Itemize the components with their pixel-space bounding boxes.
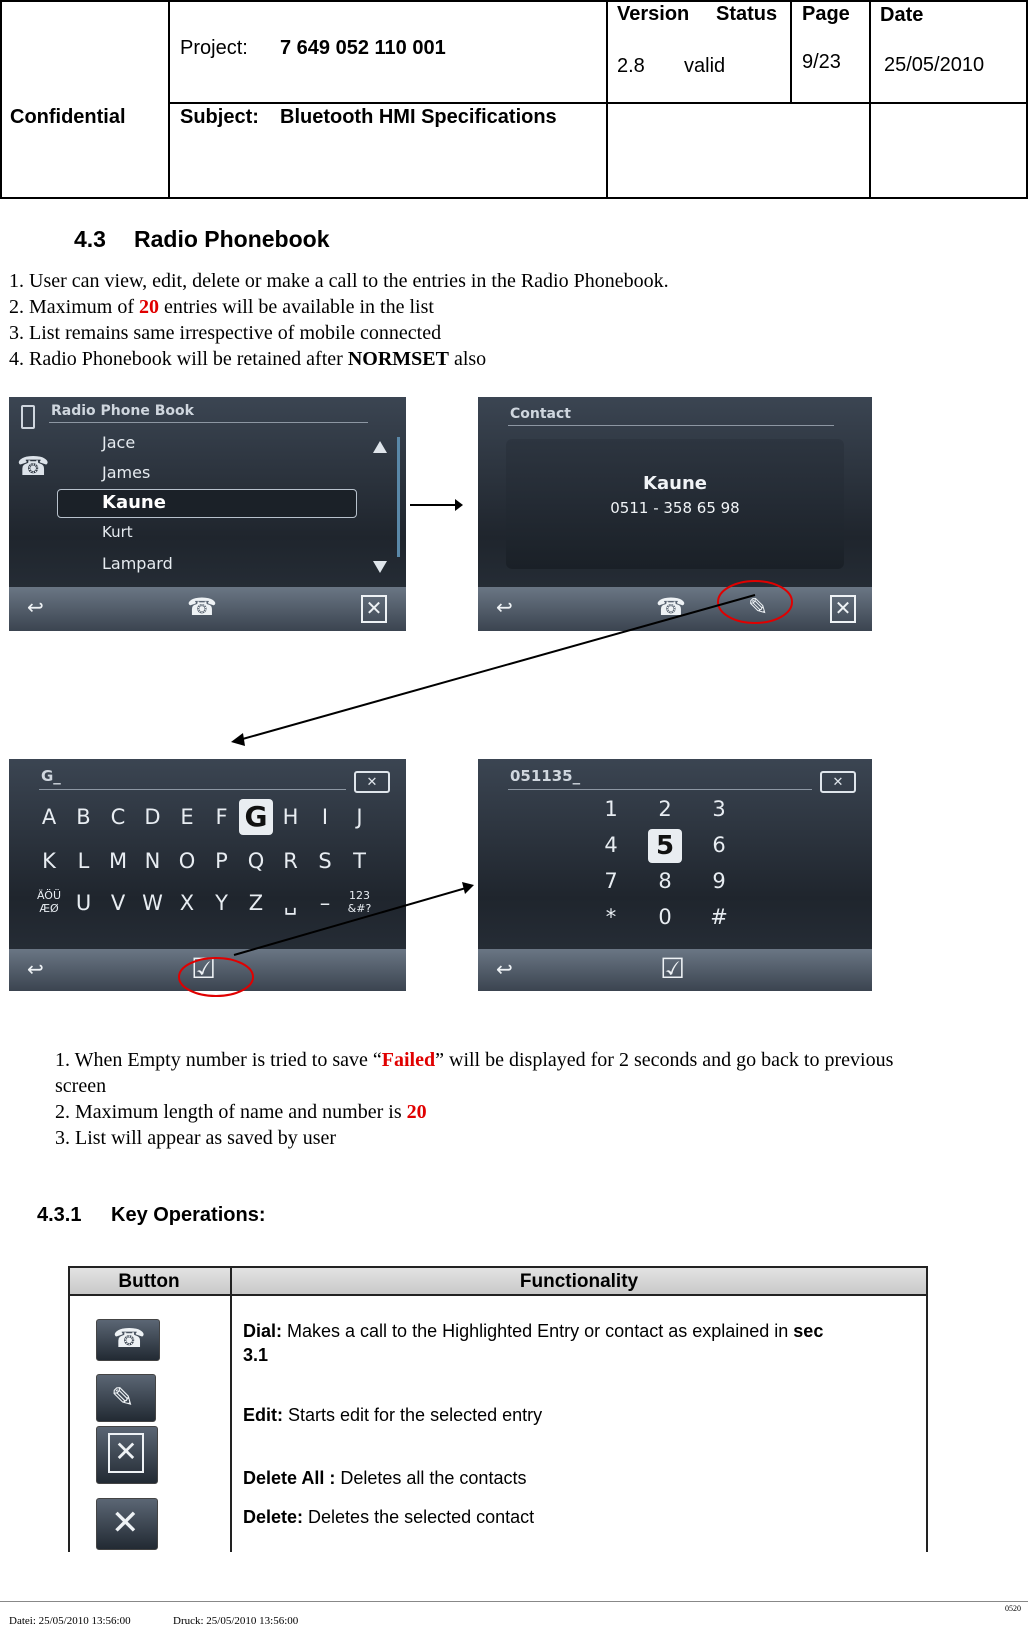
subsection-title: Key Operations: <box>111 1204 266 1226</box>
key[interactable]: W <box>142 891 163 915</box>
key[interactable]: J <box>356 805 363 829</box>
key[interactable]: ␣ <box>283 891 298 915</box>
document-header <box>0 0 1028 199</box>
page-value: 9/23 <box>802 51 841 73</box>
header-divider <box>168 0 170 199</box>
project-number: 7 649 052 110 001 <box>280 37 446 59</box>
dial-icon[interactable]: ☎ <box>187 595 217 621</box>
header-divider <box>170 102 1028 104</box>
key[interactable]: G <box>239 799 273 835</box>
table-header-functionality: Functionality <box>519 1271 639 1292</box>
status-value: valid <box>684 55 726 77</box>
table-border <box>926 1266 928 1552</box>
key[interactable]: U <box>75 891 92 915</box>
header-divider <box>606 0 608 199</box>
key[interactable]: 7 <box>604 869 618 893</box>
key[interactable]: # <box>710 905 728 929</box>
list-item[interactable]: Lampard <box>102 554 173 573</box>
key[interactable]: R <box>283 849 298 873</box>
key-operations-table <box>68 1266 928 1552</box>
date-label: Date <box>880 4 924 26</box>
key[interactable]: I <box>321 805 329 829</box>
key[interactable]: M <box>108 849 128 873</box>
backspace-icon[interactable]: ✕ <box>354 771 390 793</box>
list-item[interactable]: James <box>102 463 151 482</box>
name-input[interactable]: G_ <box>41 767 61 785</box>
phonebook-title: Radio Phone Book <box>51 403 194 419</box>
section-line-2: 2. Maximum of 20 entries will be available in the list <box>9 296 434 318</box>
key[interactable]: 3 <box>712 797 726 821</box>
back-icon[interactable]: ↩ <box>496 959 513 981</box>
backspace-icon[interactable]: ✕ <box>820 771 856 793</box>
section-line-3: 3. List remains same irrespective of mobile connected <box>9 322 442 344</box>
scroll-up-icon[interactable] <box>373 441 387 453</box>
confirm-icon[interactable]: ☑ <box>191 954 217 985</box>
key[interactable]: P <box>215 849 228 873</box>
key[interactable]: Q <box>247 849 265 873</box>
table-divider <box>230 1266 232 1552</box>
numeric-keyboard-screen <box>478 759 872 991</box>
key[interactable]: C <box>110 805 126 829</box>
row-edit: Edit: Starts edit for the selected entry <box>243 1405 543 1425</box>
key[interactable]: O <box>178 849 196 873</box>
delete-all-icon: ✕ <box>96 1426 158 1484</box>
key[interactable]: 4 <box>604 833 618 857</box>
scrollbar[interactable] <box>397 437 400 557</box>
contact-title: Contact <box>510 406 571 422</box>
back-icon[interactable]: ↩ <box>496 597 513 619</box>
dial-icon: ☎ <box>96 1319 160 1361</box>
section-number: 4.3 <box>74 226 106 252</box>
key[interactable]: 8 <box>658 869 672 893</box>
title-rule <box>49 422 368 423</box>
subject-value: Bluetooth HMI Specifications <box>280 106 557 128</box>
key[interactable]: X <box>179 891 195 915</box>
contact-number: 0511 - 358 65 98 <box>610 499 740 517</box>
version-label: Version <box>617 3 690 25</box>
key[interactable]: 123 &#? <box>347 889 372 915</box>
flow-arrow <box>230 880 480 960</box>
dial-side-icon[interactable]: ☎ <box>17 452 50 481</box>
key[interactable]: 1 <box>604 797 618 821</box>
subsection-number: 4.3.1 <box>37 1204 82 1226</box>
note-line-3: 3. List will appear as saved by user <box>55 1127 337 1149</box>
input-rule <box>508 789 812 790</box>
key[interactable]: L <box>77 849 90 873</box>
subject-label: Subject: <box>180 106 259 128</box>
key[interactable]: 0 <box>658 905 672 929</box>
footer-datei: Datei: 25/05/2010 13:56:00 <box>9 1615 131 1627</box>
key[interactable]: T <box>353 849 366 873</box>
confirm-icon[interactable]: ☑ <box>660 954 686 985</box>
header-divider <box>869 0 871 199</box>
section-line-1: 1. User can view, edit, delete or make a call to the entries in the Radio Phonebook. <box>9 270 669 292</box>
flow-arrow <box>405 490 465 520</box>
note-line-1: 1. When Empty number is tried to save “Failed” will be displayed for 2 seconds and go back to previous <box>55 1049 894 1071</box>
project-label: Project: <box>180 37 248 59</box>
section-title: Radio Phonebook <box>134 226 330 252</box>
table-border <box>68 1266 70 1552</box>
confidential-label: Confidential <box>10 106 126 128</box>
back-icon[interactable]: ↩ <box>27 959 44 981</box>
delete-icon: ✕ <box>96 1498 158 1550</box>
key[interactable]: B <box>76 805 91 829</box>
key[interactable]: 2 <box>658 797 672 821</box>
key[interactable]: N <box>144 849 161 873</box>
back-icon[interactable]: ↩ <box>27 597 44 619</box>
note-line-2: 2. Maximum length of name and number is 20 <box>55 1101 427 1123</box>
status-label: Status <box>716 3 778 25</box>
key[interactable]: – <box>319 891 331 915</box>
flow-arrow <box>225 590 765 750</box>
header-divider <box>790 0 792 104</box>
number-input[interactable]: 051135_ <box>510 767 581 785</box>
bottom-bar <box>478 949 872 991</box>
key[interactable]: V <box>110 891 126 915</box>
page-label: Page <box>802 3 850 25</box>
footer-rule <box>0 1601 1028 1602</box>
key[interactable]: S <box>318 849 332 873</box>
key[interactable]: H <box>282 805 299 829</box>
table-header-button: Button <box>118 1271 180 1292</box>
footer-druck: Druck: 25/05/2010 13:56:00 <box>173 1615 299 1627</box>
input-rule <box>39 789 346 790</box>
scroll-down-icon[interactable] <box>373 561 387 573</box>
edit-icon: ✎ <box>96 1374 156 1422</box>
key[interactable]: 5 <box>648 829 682 863</box>
list-item[interactable]: Jace <box>102 433 136 452</box>
section-line-4: 4. Radio Phonebook will be retained after NORMSET also <box>9 348 487 370</box>
key[interactable]: 9 <box>712 869 726 893</box>
delete-icon[interactable]: ✕ <box>361 595 387 623</box>
key[interactable]: E <box>180 805 194 829</box>
highlight-circle <box>176 955 256 1000</box>
row-delete: Delete: Deletes the selected contact <box>243 1507 535 1527</box>
key[interactable]: ÄÖÜ ÆØ <box>36 889 62 915</box>
footer-code: 0520 <box>1005 1604 1021 1613</box>
key[interactable]: Z <box>248 891 264 915</box>
key[interactable]: D <box>144 805 161 829</box>
note-line-1-cont: screen <box>55 1075 107 1097</box>
contact-name: Kaune <box>643 473 707 494</box>
dial-icon[interactable]: ☎ <box>656 595 686 621</box>
key[interactable]: * <box>605 905 617 929</box>
list-item-selected-label: Kaune <box>102 492 166 513</box>
version-value: 2.8 <box>617 55 645 77</box>
date-value: 25/05/2010 <box>884 54 985 76</box>
edit-icon[interactable]: ✎ <box>748 595 769 621</box>
row-delete-all: Delete All : Deletes all the contacts <box>243 1468 527 1488</box>
key[interactable]: Y <box>215 891 228 915</box>
key[interactable]: K <box>42 849 56 873</box>
title-rule <box>508 425 834 426</box>
list-item[interactable]: Kurt <box>102 523 133 541</box>
key[interactable]: A <box>41 805 57 829</box>
delete-icon[interactable]: ✕ <box>830 595 856 623</box>
key[interactable]: 6 <box>712 833 726 857</box>
phone-icon <box>21 405 35 429</box>
key[interactable]: F <box>215 805 228 829</box>
row-dial: Dial: Makes a call to the Highlighted Entry or contact as explained in sec 3.1 <box>243 1321 824 1365</box>
